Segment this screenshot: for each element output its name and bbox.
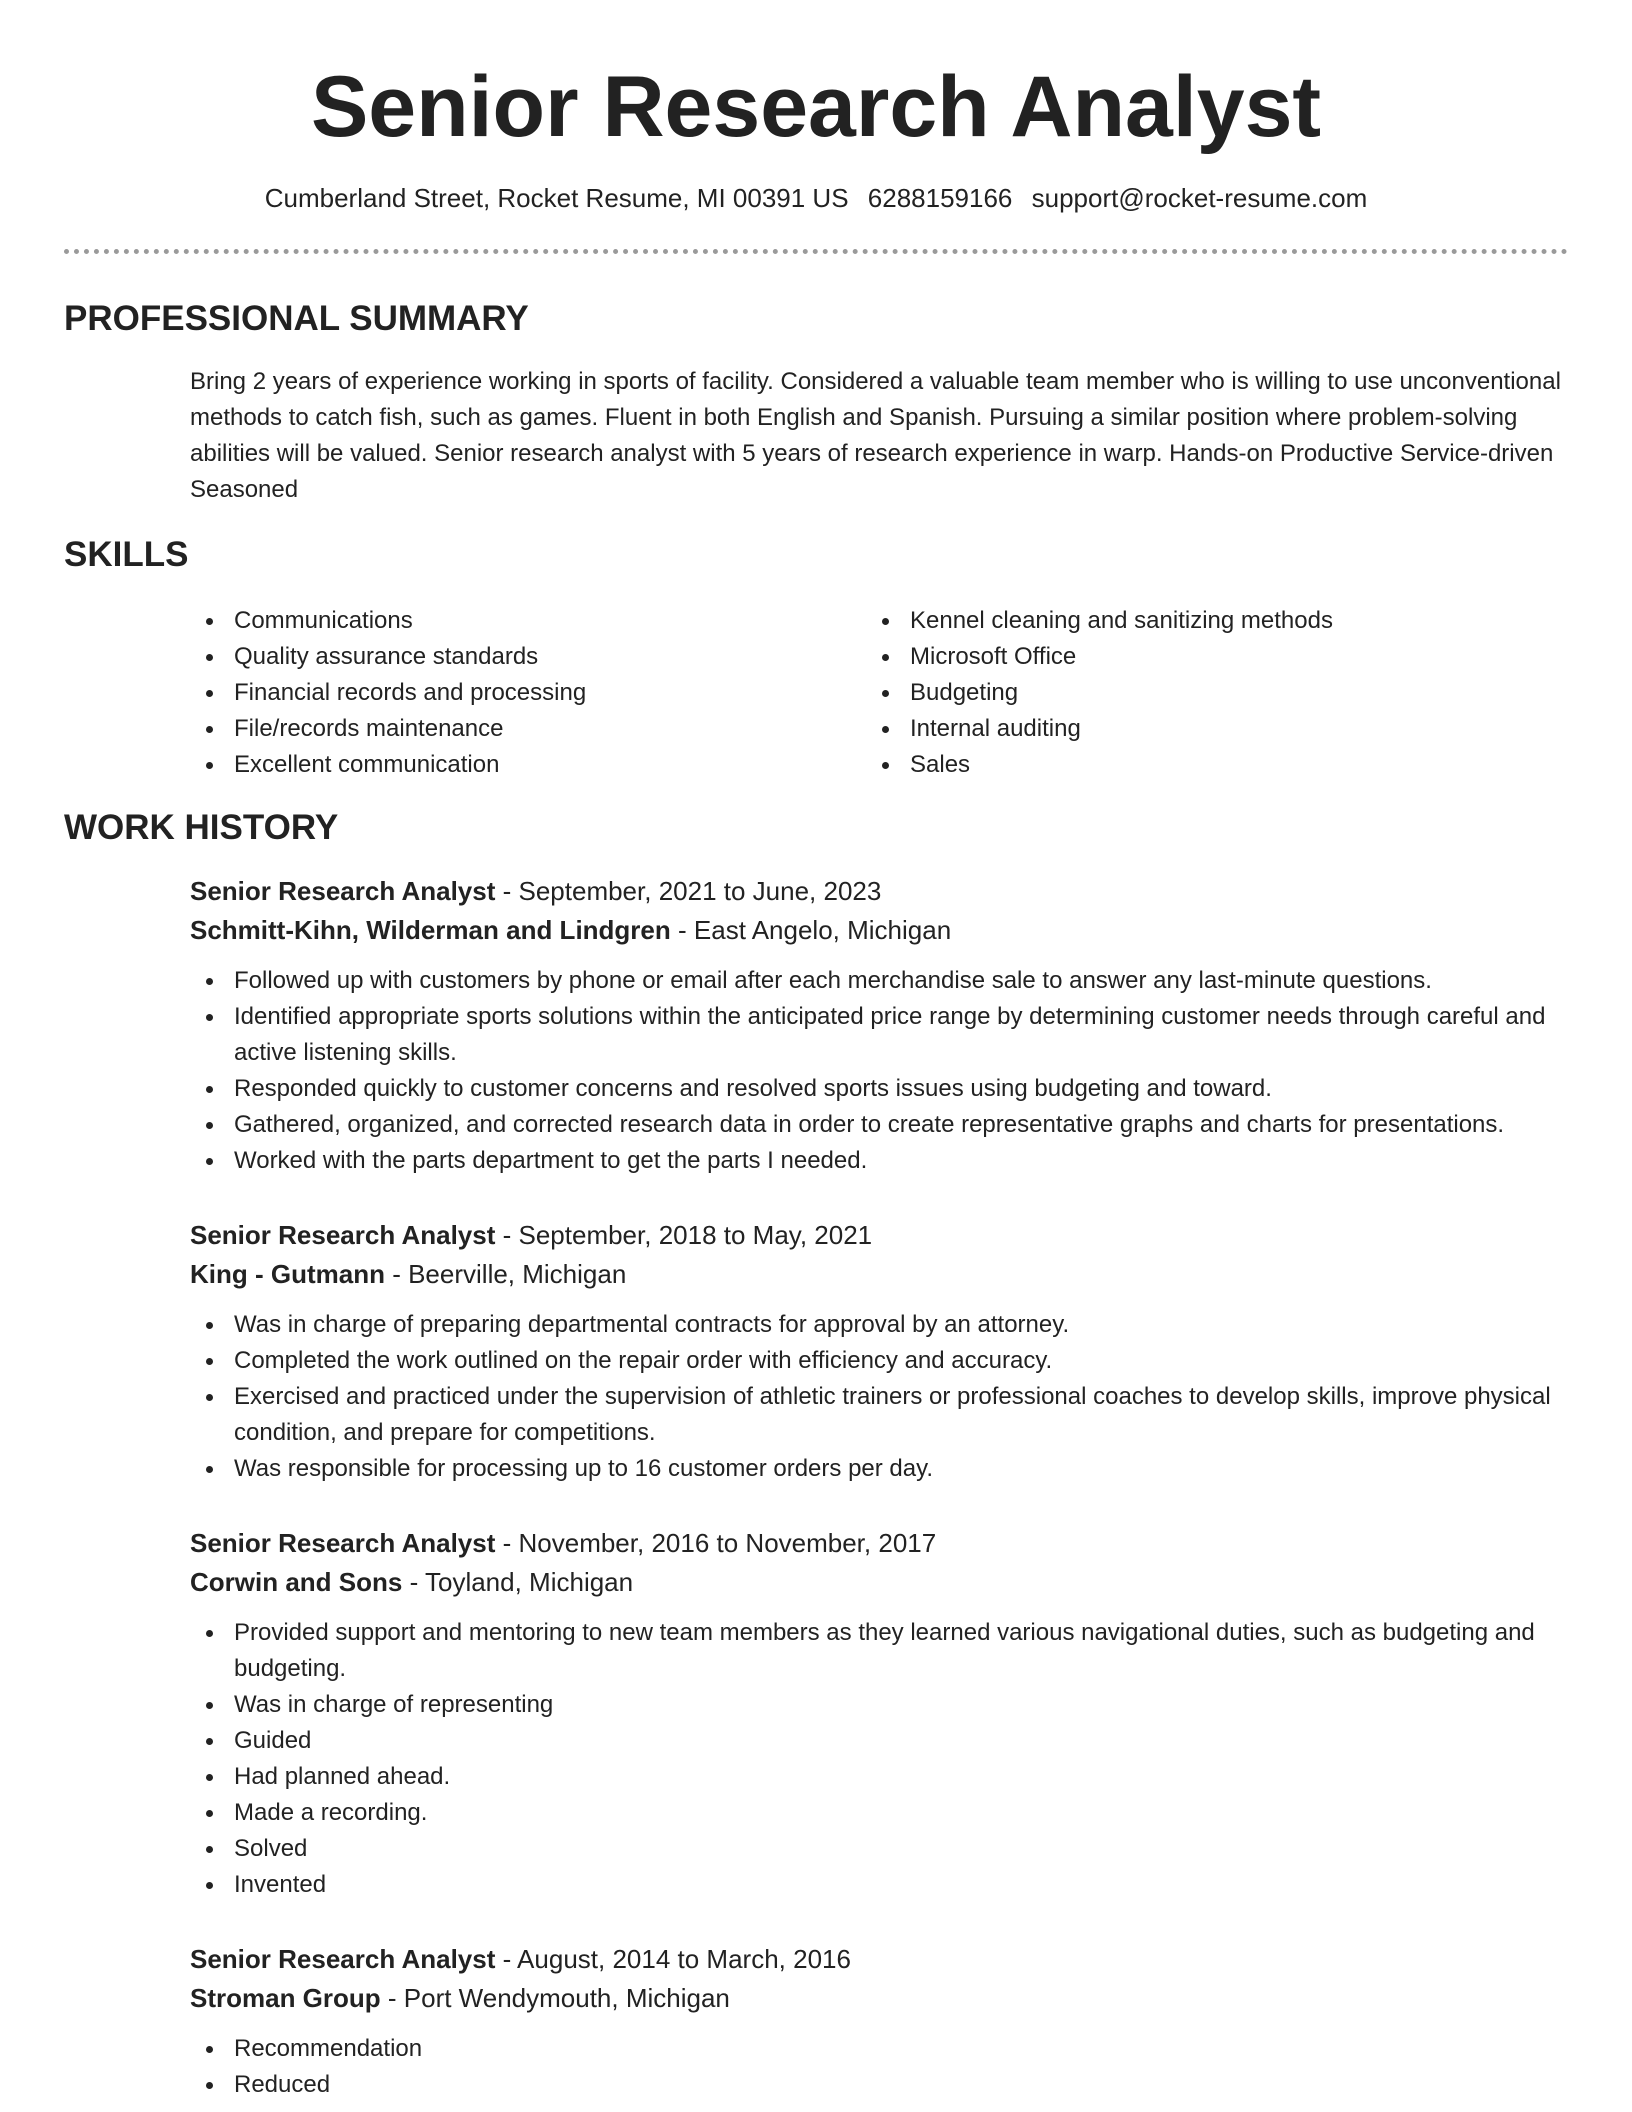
job-dates: - September, 2018 to May, 2021 — [495, 1220, 873, 1250]
skill-item: Financial records and processing — [190, 675, 586, 711]
job-bullet: Was responsible for processing up to 16 customer orders per day. — [190, 1451, 1570, 1487]
resume-title: Senior Research Analyst — [310, 59, 1322, 155]
job-bullet: Provided support and mentoring to new team members as they learned various navigational duties, such as budgeting and budgeting. — [190, 1615, 1570, 1687]
contact-email: support@rocket-resume.com — [1031, 183, 1368, 213]
job-entry — [190, 1940, 1570, 2103]
skill-item: Excellent communication — [190, 747, 586, 783]
job-company-line — [190, 1255, 1570, 1294]
job-entry — [190, 872, 1570, 1179]
contact-line — [0, 180, 1632, 216]
header-divider — [64, 249, 1568, 254]
job-bullet: Made a recording. — [190, 1795, 1570, 1831]
job-bullet: Worked with the parts department to get the parts I needed. — [190, 1143, 1570, 1179]
skills-list-right — [866, 603, 1333, 783]
job-bullet: Was in charge of representing — [190, 1687, 1570, 1723]
summary-text: Bring 2 years of experience working in sports of facility. Considered a valuable team member who is willing to use unconventional methods to catch fish, such as games. Fluent in both English and Spanish. Pursuing a similar position where problem-solving abilities will be valued. Senior research analyst with 5 years of research experience in warp. Hands-on Productive Service-driven Seasoned — [190, 368, 1561, 503]
job-bullet: Identified appropriate sports solutions within the anticipated price range by determining customer needs through careful and active listening skills. — [190, 999, 1570, 1071]
skill-item: Communications — [190, 603, 586, 639]
job-bullet: Had planned ahead. — [190, 1759, 1570, 1795]
job-bullet: Reduced — [190, 2067, 1570, 2103]
job-location: - Port Wendymouth, Michigan — [380, 1983, 730, 2013]
job-title-line — [190, 1524, 1570, 1563]
skills-list-left — [190, 603, 586, 783]
job-title: Senior Research Analyst — [190, 876, 496, 906]
skill-item: File/records maintenance — [190, 711, 586, 747]
job-entry — [190, 1216, 1570, 1487]
contact-address: Cumberland Street, Rocket Resume, MI 00391 US — [264, 183, 849, 213]
job-title-line — [190, 1216, 1570, 1255]
job-location: - Beerville, Michigan — [384, 1259, 627, 1289]
summary-heading: PROFESSIONAL SUMMARY — [64, 299, 529, 338]
skill-item: Budgeting — [866, 675, 1333, 711]
job-bullet: Solved — [190, 1831, 1570, 1867]
job-dates: - November, 2016 to November, 2017 — [495, 1528, 937, 1558]
job-title: Senior Research Analyst — [190, 1944, 496, 1974]
job-company: Stroman Group — [190, 1983, 381, 2013]
skill-item: Sales — [866, 747, 1333, 783]
job-bullets — [190, 2031, 1570, 2103]
job-bullet: Recommendation — [190, 2031, 1570, 2067]
job-bullets — [190, 1615, 1570, 1903]
skill-item: Quality assurance standards — [190, 639, 586, 675]
job-location: - East Angelo, Michigan — [670, 915, 952, 945]
job-bullet: Responded quickly to customer concerns and resolved sports issues using budgeting and toward. — [190, 1071, 1570, 1107]
job-company-line — [190, 1563, 1570, 1602]
skill-item: Microsoft Office — [866, 639, 1333, 675]
job-company: Corwin and Sons — [190, 1567, 403, 1597]
job-title: Senior Research Analyst — [190, 1528, 496, 1558]
job-bullet: Was in charge of preparing departmental contracts for approval by an attorney. — [190, 1307, 1570, 1343]
job-company: Schmitt-Kihn, Wilderman and Lindgren — [190, 915, 671, 945]
skill-item: Internal auditing — [866, 711, 1333, 747]
job-bullet: Invented — [190, 1867, 1570, 1903]
job-bullets — [190, 1307, 1570, 1487]
work-heading: WORK HISTORY — [64, 808, 339, 847]
job-location: - Toyland, Michigan — [402, 1567, 634, 1597]
job-company-line — [190, 1979, 1570, 2018]
job-company-line — [190, 911, 1570, 950]
job-title-line — [190, 1940, 1570, 1979]
skills-heading: SKILLS — [64, 535, 189, 574]
contact-phone: 6288159166 — [867, 183, 1013, 213]
job-company: King - Gutmann — [190, 1259, 385, 1289]
skill-item: Kennel cleaning and sanitizing methods — [866, 603, 1333, 639]
job-bullet: Exercised and practiced under the supervision of athletic trainers or professional coaches to develop skills, improve physical condition, and prepare for competitions. — [190, 1379, 1570, 1451]
job-entry — [190, 1524, 1570, 1903]
job-bullet: Gathered, organized, and corrected research data in order to create representative graphs and charts for presentations. — [190, 1107, 1570, 1143]
job-title-line — [190, 872, 1570, 911]
job-dates: - September, 2021 to June, 2023 — [495, 876, 882, 906]
job-dates: - August, 2014 to March, 2016 — [495, 1944, 851, 1974]
job-bullets — [190, 963, 1570, 1179]
job-bullet: Guided — [190, 1723, 1570, 1759]
job-title: Senior Research Analyst — [190, 1220, 496, 1250]
job-bullet: Followed up with customers by phone or email after each merchandise sale to answer any last-minute questions. — [190, 963, 1570, 999]
job-bullet: Completed the work outlined on the repair order with efficiency and accuracy. — [190, 1343, 1570, 1379]
